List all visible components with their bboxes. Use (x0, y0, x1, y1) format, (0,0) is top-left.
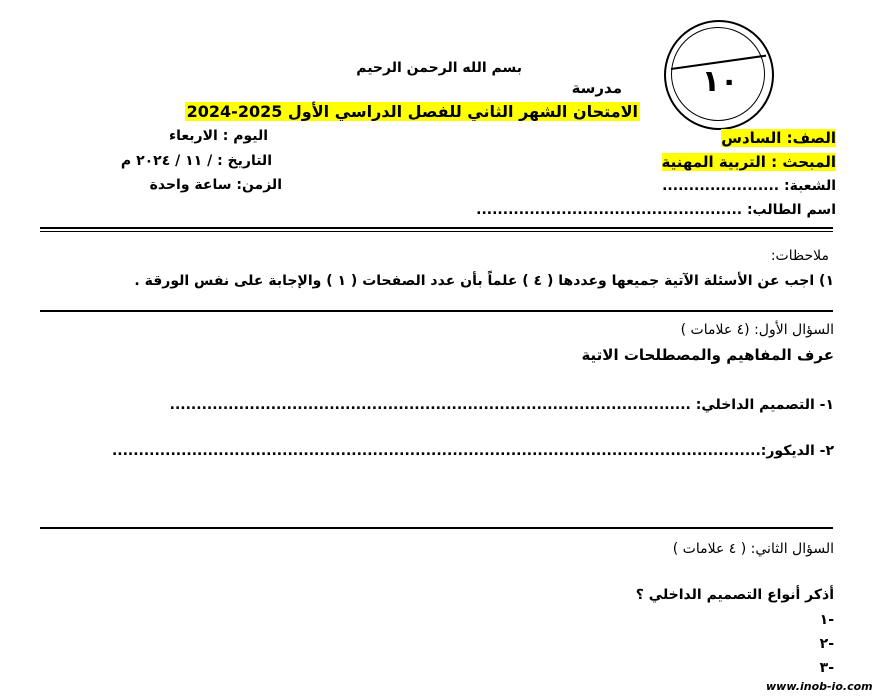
q1-title: السؤال الأول: (٤ علامات ) (680, 322, 834, 338)
student-name-field: اسم الطالب: .................................................. (476, 202, 836, 218)
date-label: التاريخ : / ١١ / ٢٠٢٤ م (120, 153, 272, 169)
q1-divider (40, 527, 833, 529)
q1-instruction: عرف المفاهيم والمصطلحات الاتية (581, 346, 834, 364)
basmala: بسم الله الرحمن الرحيم (356, 60, 522, 76)
q2-answer-1: -١ (819, 612, 834, 628)
school-label: مدرسة (571, 79, 622, 97)
day-label: اليوم : الاربعاء (168, 128, 268, 144)
q2-question: أذكر أنواع التصميم الداخلي ؟ (635, 587, 834, 603)
header-divider-top (40, 227, 833, 229)
notes-title: ملاحظات: (770, 248, 829, 264)
footer-watermark: www.inob-io.com (766, 680, 873, 693)
section-label: الشعبة: ...................... (662, 178, 836, 194)
q2-answer-3: -٣ (819, 660, 834, 676)
q1-item-2: ٢- الديكور:.......................................................................................................................... (111, 443, 834, 459)
notes-line: ١) اجب عن الأسئلة الآتية جميعها وعددها ( ٤ ) علماً بأن عدد الصفحات ( ١ ) والإجابة على نفس الورقة . (134, 273, 834, 289)
time-label: الزمن: ساعة واحدة (149, 177, 282, 193)
exam-title: الامتحان الشهر الثاني للفصل الدراسي الأول 2025-2024 (186, 102, 638, 121)
notes-divider (40, 310, 833, 312)
q1-item-1: ١- التصميم الداخلي: .................................................................................................. (169, 397, 834, 413)
class-label: الصف: السادس (721, 129, 836, 147)
q2-title: السؤال الثاني: ( ٤ علامات ) (672, 541, 834, 557)
grade-value: ١٠ (701, 64, 739, 99)
q2-answer-2: -٢ (819, 636, 834, 652)
header-divider-bottom (40, 231, 833, 232)
subject-label: المبحث : التربية المهنية (661, 153, 836, 171)
